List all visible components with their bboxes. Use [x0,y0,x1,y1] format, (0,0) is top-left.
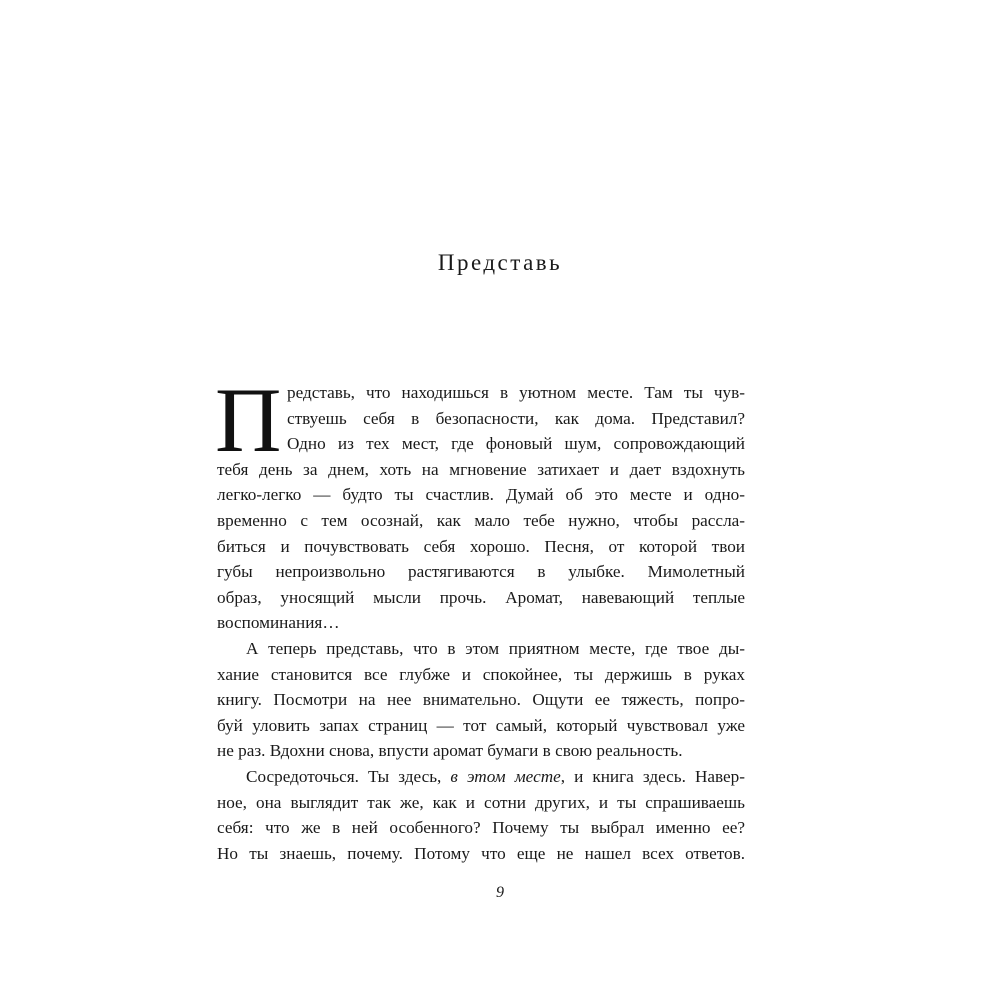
text-segment: Сосредоточься. Ты здесь, [246,766,451,786]
text-line: А теперь представь, что в этом приятном месте, где твое ды- [246,638,745,658]
paragraph-1 [215,369,745,636]
text-line: хание становится все глубже и спокойнее, ты держишь в руках [217,664,745,684]
chapter-title: Представь [437,250,563,275]
text-line: временно с тем осознай, как мало тебе нужно, чтобы рассла- [217,510,745,530]
text-line: ствуешь себя в безопасности, как дома. Представил? [287,408,745,428]
text-line: Одно из тех мест, где фоновый шум, сопровождающий [287,434,745,454]
text-line: не раз. Вдохни снова, впусти аромат бумаги в свою реальность. [217,741,683,761]
paragraph-2 [217,636,745,764]
text-line: легко-легко — будто ты счастлив. Думай об это месте и одно- [217,485,745,505]
text-line: книгу. Посмотри на нее внимательно. Ощути ее тяжесть, попро- [217,690,745,710]
text-line: воспоминания… [217,613,340,633]
text-line: биться и почувствовать себя хорошо. Песня, от которой твои [217,536,745,556]
text-segment: , и книга здесь. Навер- [560,766,746,786]
drop-cap: П [215,369,282,471]
text-line: буй уловить запах страниц — тот самый, который чувствовал уже [217,715,745,735]
text-line: губы непроизвольно растягиваются в улыбке. Мимолетный [217,562,745,582]
page-number: 9 [496,884,504,901]
text-line: ное, она выглядит так же, как и сотни других, и ты спрашиваешь [217,792,745,812]
text-line: образ, уносящий мысли прочь. Аромат, навевающий теплые [217,587,745,607]
body-text [215,369,746,866]
text-line [217,764,745,790]
text-line: себя: что же в ней особенного? Почему ты выбрал именно ее? [217,818,745,838]
text-line: редставь, что находишься в уютном месте. Там ты чув- [287,383,745,402]
text-line: Но ты знаешь, почему. Потому что еще не нашел всех ответов. [217,843,745,863]
emphasis-text: в этом месте [450,766,561,786]
paragraph-3 [217,764,745,866]
text-line: тебя день за днем, хоть на мгновение затихает и дает вздохнуть [217,459,745,479]
